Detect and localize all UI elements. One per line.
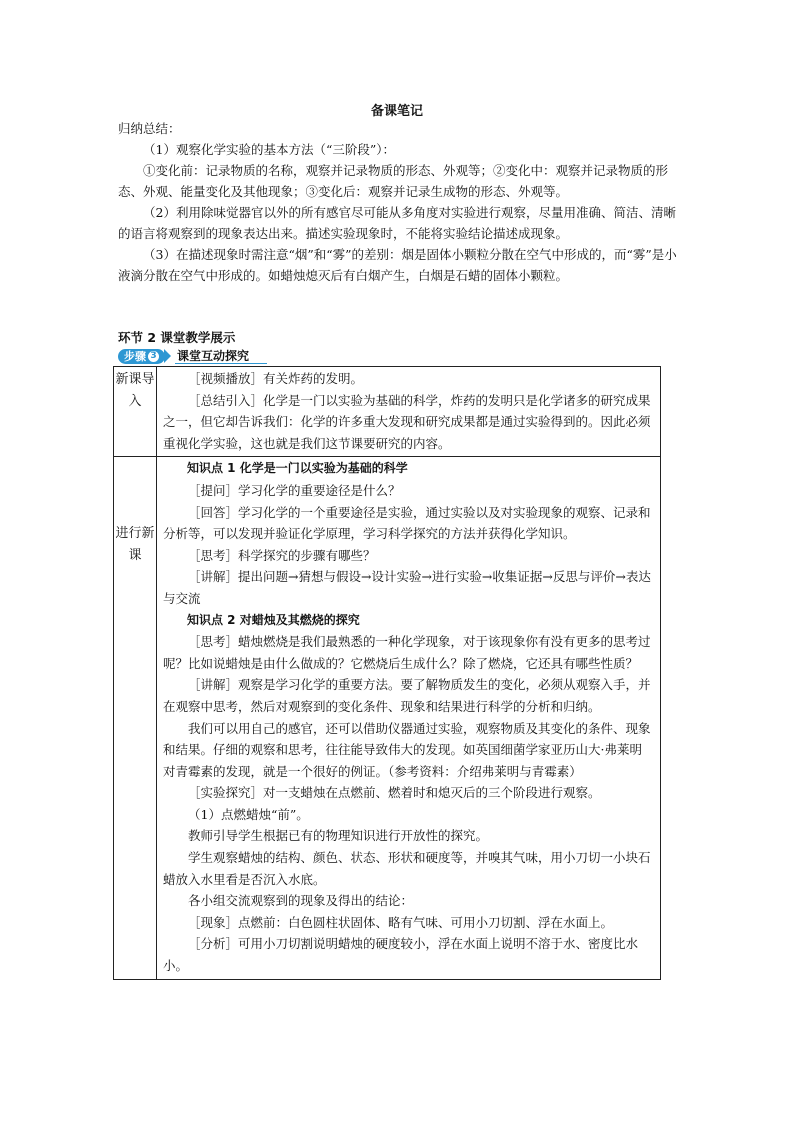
table-row [114,367,661,457]
table-row [114,457,661,979]
paragraph: ［思考］蜡烛燃烧是我们最熟悉的一种化学现象，对于该现象你有没有更多的思考过呢？比如说蜡烛是由什么做成的？它燃烧后生成什么？除了燃烧，它还具有哪些性质？ [163,634,651,671]
paragraph: ［提问］学习化学的重要途径是什么？ [188,482,401,498]
summary-item: （2）利用除味觉器官以外的所有感官尽可能从多角度对实验进行观察，尽量用准确、简洁、清晰的语言将观察到的现象表达出来。描述实验现象时，不能将实验结论描述成现象。 [118,205,676,241]
summary-block [118,118,678,286]
knowledge-point-heading: 知识点 1 化学是一门以实验为基础的科学 [187,461,408,476]
paragraph: ［思考］科学探究的步骤有哪些？ [188,547,376,563]
row-content [157,457,661,979]
paragraph: ［讲解］观察是学习化学的重要方法。要了解物质发生的变化，必须从观察入手，并在观察中思考，然后对观察到的变化条件、现象和结果进行科学的分析和归纳。 [163,677,651,714]
step-number: 3 [148,351,159,362]
paragraph: ［回答］学习化学的一个重要途径是实验，通过实验以及对实验现象的观察、记录和分析等，可以发现并验证化学原理，学习科学探究的方法并获得化学知识。 [163,504,651,542]
section-heading: 环节 2 课堂教学展示 [118,330,236,345]
knowledge-point-heading: 知识点 2 对蜡烛及其燃烧的探究 [187,612,360,627]
summary-heading: 归纳总结： [118,121,181,136]
summary-item: ①变化前：记录物质的名称，观察并记录物质的形态、外观等；②变化中：观察并记录物质的形态、外观、能量变化及其他现象；③变化后：观察并记录生成物的形态、外观等。 [118,163,669,199]
paragraph: 教师引导学生根据已有的物理知识进行开放性的探究。 [188,828,489,844]
paragraph: ［实验探究］对一支蜡烛在点燃前、燃着时和熄灭后的三个阶段进行观察。 [188,785,601,801]
summary-item: （3）在描述现象时需注意“烟”和“雾”的差别：烟是固体小颗粒分散在空气中形成的，而“雾”是小液滴分散在空气中形成的。如蜡烛熄灭后有白烟产生，白烟是石蜡的固体小颗粒。 [118,247,677,283]
summary-item: （1）观察化学实验的基本方法（“三阶段”）： [143,142,395,157]
step-title: 课堂互动探究 [175,349,267,364]
step-badge [118,349,165,364]
row-label-text: 进行新课 [115,526,155,564]
row-content [157,367,661,457]
paragraph: ［视频播放］有关炸药的发明。 [188,371,364,386]
step-arrow-icon [164,349,171,363]
paragraph: ［分析］可用小刀切割说明蜡烛的硬度较小，浮在水面上说明不溶于水、密度比水小。 [163,936,639,974]
paragraph: 我们可以用自己的感官，还可以借助仪器通过实验，观察物质及其变化的条件、现象和结果。仔细的观察和思考，往往能导致伟大的发现。如英国细菌学家亚历山大·弗莱明对青霉素的发现，就是一个很好的例证。（参考资料：介绍弗莱明与青霉素） [163,720,651,779]
row-label [114,367,157,457]
paragraph: ［总结引入］化学是一门以实验为基础的科学，炸药的发明只是化学诸多的研究成果之一，但它却告诉我们：化学的许多重大发现和研究成果都是通过实验得到的。因此必须重视化学实验，这也就是我们这节课要研究的内容。 [163,392,651,451]
step-label: 步骤 [124,349,146,363]
paragraph: 学生观察蜡烛的结构、颜色、状态、形状和硬度等，并嗅其气味，用小刀切一小块石蜡放入水里看是否沉入水底。 [163,850,651,887]
paragraph: ［现象］点燃前：白色圆柱状固体、略有气味、可用小刀切割、浮在水面上。 [188,914,614,930]
page-title: 备课笔记 [370,104,423,119]
step-banner [118,348,267,364]
lesson-table [113,366,661,980]
paragraph: 各小组交流观察到的现象及得出的结论： [188,893,414,909]
row-label-text: 新课导入 [115,372,155,409]
paragraph: （1）点燃蜡烛“前”。 [188,806,309,822]
row-label [114,457,157,979]
paragraph: ［讲解］提出问题→猜想与假设→设计实验→进行实验→收集证据→反思与评价→表达与交流 [163,569,651,606]
